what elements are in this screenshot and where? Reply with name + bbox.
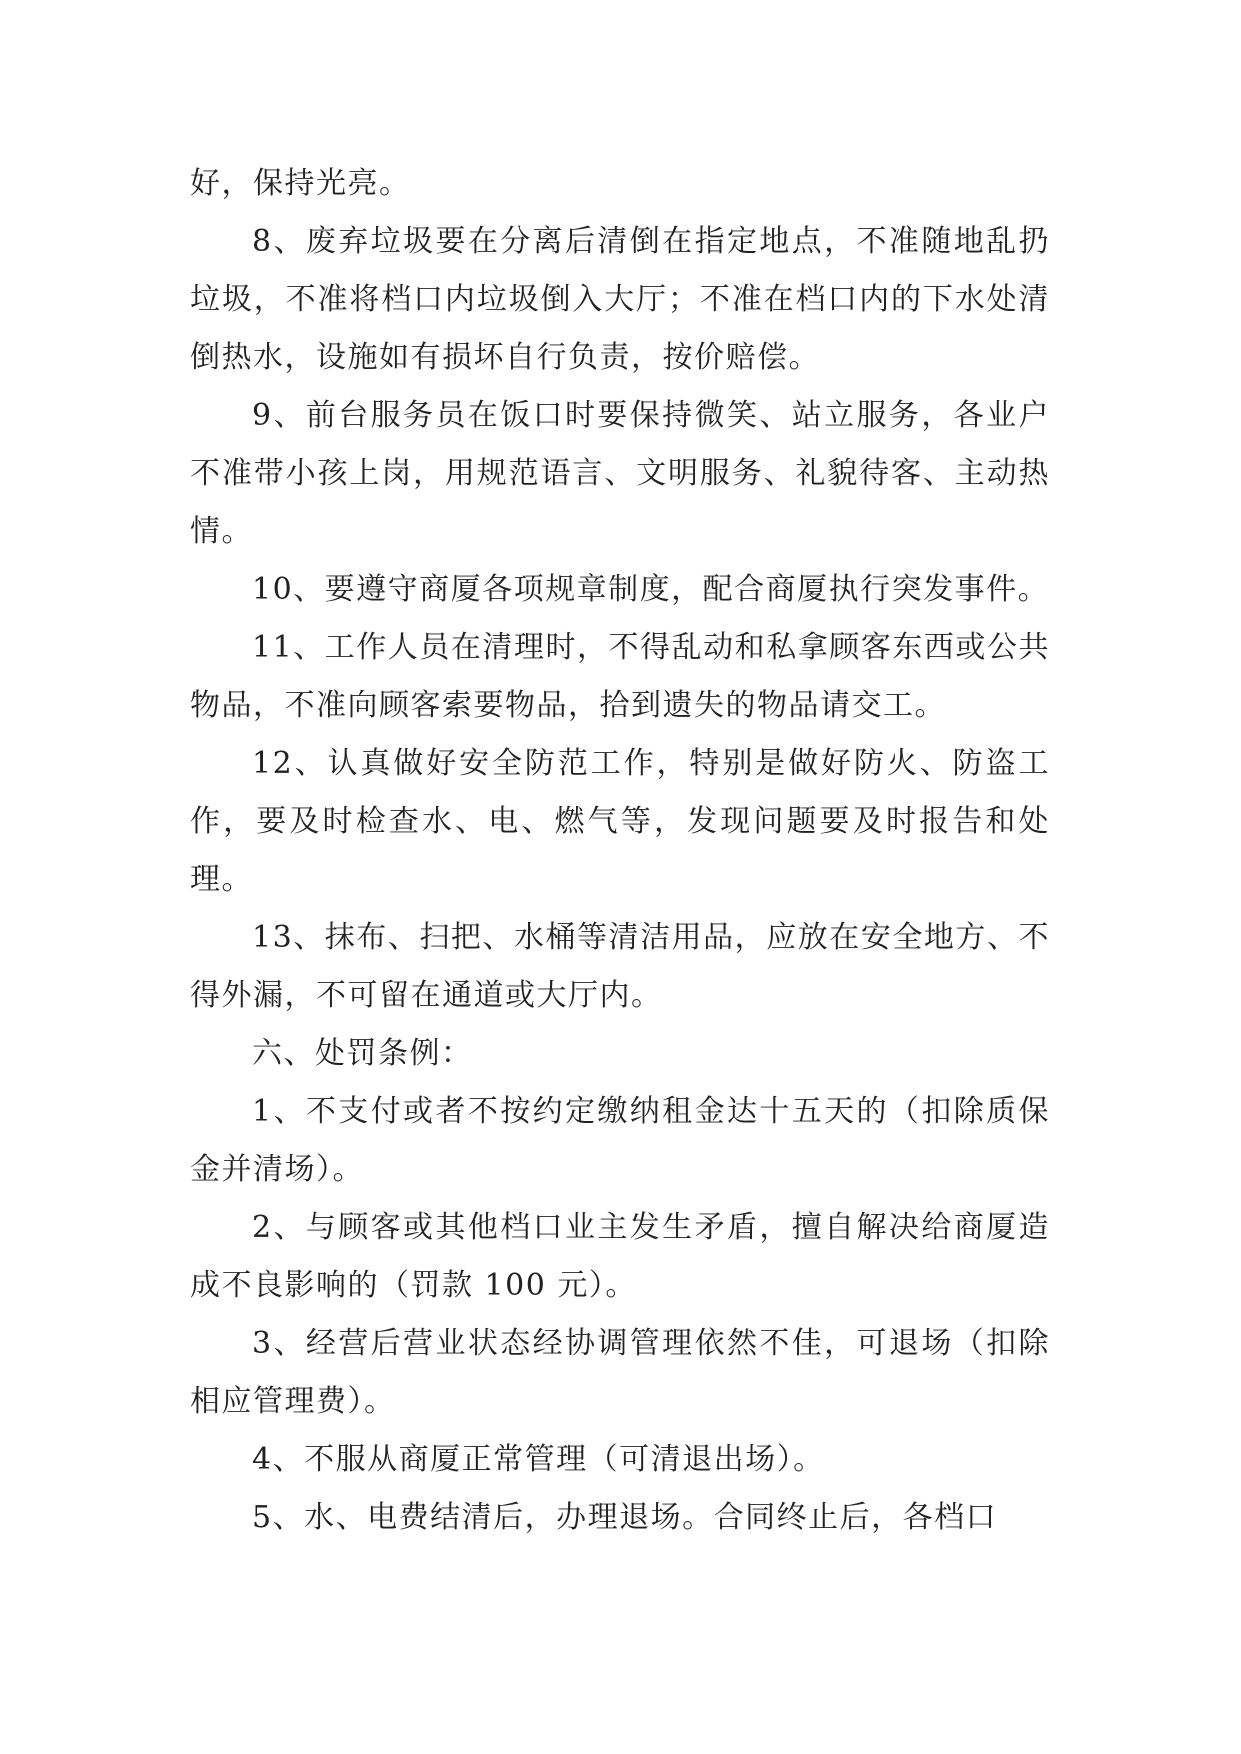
section-heading-penalties: 六、处罚条例：: [252, 1036, 473, 1071]
penalty-item-2: 2、与顾客或其他档口业主发生矛盾，擅自解决给商厦造成不良影响的（罚款 100 元）。: [190, 1210, 1050, 1303]
penalty-item-4: 4、不服从商厦正常管理（可清退出场）。: [252, 1442, 825, 1477]
penalty-item-3: 3、经营后营业状态经协调管理依然不佳，可退场（扣除相应管理费）。: [190, 1326, 1050, 1419]
paragraph-item-10: 10、要遵守商厦各项规章制度，配合商厦执行突发事件。: [252, 572, 1050, 607]
paragraph-continuation: 好，保持光亮。: [190, 166, 411, 201]
document-body: [190, 155, 1050, 1547]
paragraph-item-13: 13、抹布、扫把、水桶等清洁用品，应放在安全地方、不得外漏，不可留在通道或大厅内。: [190, 920, 1050, 1013]
penalty-item-5: 5、水、电费结清后，办理退场。合同终止后，各档口: [252, 1500, 998, 1535]
paragraph-item-9: 9、前台服务员在饭口时要保持微笑、站立服务，各业户不准带小孩上岗，用规范语言、文明服务、礼貌待客、主动热情。: [190, 398, 1050, 549]
paragraph-item-8: 8、废弃垃圾要在分离后清倒在指定地点，不准随地乱扔垃圾，不准将档口内垃圾倒入大厅；不准在档口内的下水处清倒热水，设施如有损坏自行负责，按价赔偿。: [190, 224, 1050, 375]
paragraph-item-11: 11、工作人员在清理时，不得乱动和私拿顾客东西或公共物品，不准向顾客索要物品，拾到遗失的物品请交工。: [190, 630, 1050, 723]
paragraph-item-12: 12、认真做好安全防范工作，特别是做好防火、防盗工作，要及时检查水、电、燃气等，发现问题要及时报告和处理。: [190, 746, 1050, 897]
penalty-item-1: 1、不支付或者不按约定缴纳租金达十五天的（扣除质保金并清场）。: [190, 1094, 1050, 1187]
